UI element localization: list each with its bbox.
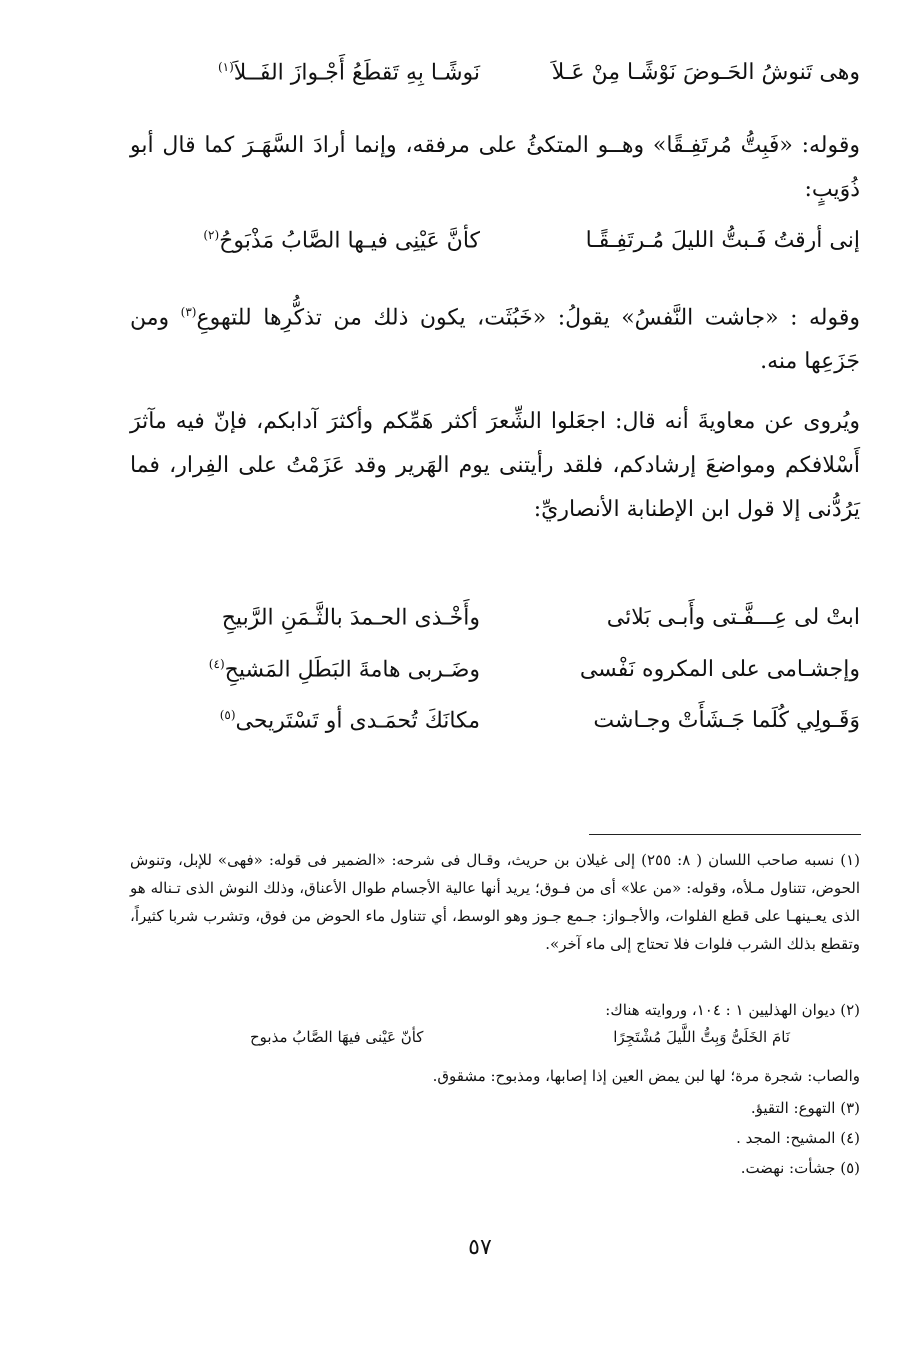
paragraph-2-tail: ومن جَزَعِها منه. (130, 305, 860, 375)
verse-1-second-hemistich (130, 60, 480, 85)
verse-2-second-hemistich (130, 228, 480, 253)
poem-line-3 (130, 708, 860, 752)
verse-2-second-hemistich-text: كأنَّ عَيْنِى فيـها الصَّابُ مَذْبَوحُ (219, 228, 480, 254)
footnote-ref-2: (٢) (203, 228, 220, 242)
poem-line-1 (130, 605, 860, 649)
poem-line-3-second-text: مكانَكَ تُحمَـدى أو تَسْتَريحى (235, 708, 480, 734)
verse-1-first-hemistich: وهى تَنوشُ الحَـوضَ نَوْشًـا مِنْ عَـلاَ (551, 60, 860, 85)
verse-2-first-hemistich: إنى أرقتُ فَـبتُّ الليلَ مُـرتَفِـقًـا (585, 228, 860, 253)
footnote-2-verse-first: نَامَ الخَلَىُّ وَبِتُّ اللَّيلَ مُشْتَجِرًا (613, 1028, 790, 1046)
poem-line-1-first: ابتْ لى عِـــفَّـتى وأَبـى بَلائى (606, 605, 860, 630)
footnote-ref-1: (١) (217, 60, 234, 74)
footnote-2-verse-second: كأنّ عَيْنى فيهَا الصَّابُ مذبوح (250, 1028, 424, 1046)
verse-1-second-hemistich-text: نَوشًـا بِهِ تَقطَعُ أَجْـوازَ الفَــلاَ (233, 60, 480, 86)
paragraph-2-text: وقوله : «جاشت النَّفسُ» يقولُ: «خَبُثَت، يكون ذلك من تذكُّرِها للتهوعِ (196, 305, 860, 331)
paragraph-1: وقوله: «فَبِتُّ مُرتَفِـقًا» وهــو المتكئُ على مرفقه، وإنما أرادَ السَّهَـرَ كما قال أبو ذُوَيبٍ: (130, 133, 860, 202)
poem-line-3-second (130, 708, 480, 733)
footnote-2-verse (200, 1028, 790, 1056)
footnote-3: (٣) التهوع: التقيؤ. (750, 1099, 860, 1117)
footnote-ref-5: (٥) (219, 708, 236, 722)
footnote-4: (٤) المشيح: المجد . (736, 1129, 860, 1147)
verse-2 (130, 228, 860, 272)
paragraph-3: ويُروى عن معاويةَ أنه قال: اجعَلوا الشِّعرَ أكثر هَمِّكم وأكثرَ آدابكم، فإنّ فيه مآثرَ أَسْلافكم ومواضعَ إرشادكم، فلقد رأيتنى يوم الهَرير وقد عَزَمْتُ على الفِرار، فما يَرُدُّنى إلا قول ابن الإطنابة الأنصاريِّ: (130, 409, 860, 522)
poem-line-2 (130, 657, 860, 701)
paragraph-2 (130, 290, 860, 384)
footnote-5: (٥) جشأت: نهضت. (740, 1159, 860, 1177)
poem-line-1-second-text: وأَخْـذى الحـمدَ بالثَّـمَنِ الرَّبيحِ (221, 605, 480, 631)
verse-1 (130, 60, 860, 104)
footnote-ref-3: (٣) (180, 305, 197, 319)
footnote-2: (٢) ديوان الهذليين ١ : ١٠٤، وروايته هناك: (605, 1001, 860, 1019)
footnote-1: (١) نسبه صاحب اللسان ( ٨: ٢٥٥) إلى غيلان بن حريث، وقـال فى شرحه: «الضمير فى قوله: «فهى» للإبل، وتنوش الحوض، تتناول مـلأه، وقوله: «من علا» أى من فـوق؛ يريد أنها عالية الأجسام طوال الأعناق، وذلك النوش الذى تـناله هو الذى يعـينهـا على قطع الفلوات، والأجـواز: جـمع جـوز وهو الوسط، أي تتناول ماء الحوض من فوق، وتشرب شربا كثيراً، وتقطع بذلك الشرب فلوات فلا تحتاج إلى ماء آخر». (130, 851, 860, 953)
poem-line-2-first: وإجشـامى على المكروه نَفْسى (579, 657, 860, 682)
poem-line-3-first: وَقَـولِي كُلَما جَـشَأَتْ وجـاشت (593, 708, 860, 733)
footnote-ref-4: (٤) (208, 657, 225, 671)
page-number: ٥٧ (468, 1235, 492, 1260)
footnote-2-tail: والصاب: شجرة مرة؛ لها لبن يمض العين إذا إصابها، ومذبوح: مشقوق. (432, 1067, 860, 1085)
footnote-divider (589, 834, 861, 835)
poem-line-2-second (130, 657, 480, 682)
poem-line-1-second (130, 605, 480, 630)
poem-line-2-second-text: وضَـربى هامةَ البَطَلِ المَشيحِ (224, 657, 480, 683)
